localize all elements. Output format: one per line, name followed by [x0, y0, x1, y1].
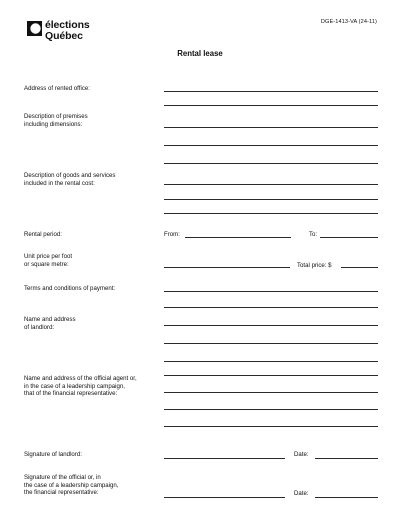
total-price-line[interactable] — [341, 267, 378, 268]
official-signature-line[interactable] — [164, 497, 285, 498]
total-price-label: Total price: $ — [297, 262, 332, 269]
unit-price-line[interactable] — [164, 267, 290, 268]
unit-price-label-line2: or square metre: — [24, 260, 69, 268]
official-date-label: Date: — [294, 490, 309, 497]
address-line-1[interactable] — [164, 91, 378, 92]
official-agent-label-line3: that of the financial representative: — [24, 390, 118, 398]
from-line[interactable] — [185, 237, 291, 238]
landlord-date-label: Date: — [294, 451, 309, 458]
official-agent-line-3[interactable] — [164, 409, 378, 410]
landlord-label — [24, 316, 169, 331]
form-code: DGE-1413-VA (24-11) — [320, 19, 377, 25]
unit-price-label-line1: Unit price per foot — [24, 253, 73, 260]
from-label: From: — [164, 231, 180, 238]
official-agent-line-1[interactable] — [164, 375, 378, 376]
terms-line-1[interactable] — [164, 291, 378, 292]
official-agent-label-line1: Name and address of the official agent or, — [24, 375, 137, 382]
terms-line-2[interactable] — [164, 307, 378, 308]
premises-line-3[interactable] — [164, 163, 378, 164]
landlord-date-line[interactable] — [315, 458, 378, 459]
goods-line-1[interactable] — [164, 184, 378, 185]
official-signature-label-line3: the financial representative: — [24, 489, 99, 497]
page-title: Rental lease — [177, 49, 223, 58]
official-date-line[interactable] — [315, 497, 378, 498]
logo-text-line1: élections — [45, 19, 90, 31]
terms-label: Terms and conditions of payment: — [24, 285, 116, 292]
landlord-signature-line[interactable] — [164, 458, 285, 459]
address-line-2[interactable] — [164, 105, 378, 106]
landlord-signature-label: Signature of landlord: — [24, 451, 82, 458]
to-label: To: — [309, 231, 318, 238]
premises-label-line1: Description of premises — [24, 113, 88, 120]
premises-line-1[interactable] — [164, 127, 378, 128]
goods-label-line1: Description of goods and services — [24, 172, 116, 179]
to-line[interactable] — [320, 237, 378, 238]
landlord-label-line1: Name and address — [24, 316, 76, 323]
goods-label — [24, 172, 169, 187]
official-signature-label-line1: Signature of the official or, in — [24, 474, 101, 481]
premises-label — [24, 113, 169, 128]
goods-line-3[interactable] — [164, 213, 378, 214]
landlord-line-1[interactable] — [164, 325, 378, 326]
official-agent-label-line2: in the case of a leadership campaign, — [24, 382, 125, 390]
premises-label-line2: including dimensions: — [24, 120, 83, 128]
unit-price-label — [24, 253, 169, 268]
rental-period-label: Rental period: — [24, 231, 62, 238]
official-signature-label-line2: the case of a leadership campaign, — [24, 481, 119, 489]
goods-label-line2: included in the rental cost: — [24, 179, 95, 187]
logo-circle-icon — [27, 21, 42, 36]
landlord-line-3[interactable] — [164, 361, 378, 362]
goods-line-2[interactable] — [164, 199, 378, 200]
landlord-line-2[interactable] — [164, 343, 378, 344]
official-signature-label — [24, 474, 169, 497]
landlord-label-line2: of landlord: — [24, 323, 55, 331]
logo-text-line2: Québec — [45, 30, 83, 42]
elections-quebec-logo — [27, 19, 117, 45]
official-agent-label — [24, 375, 174, 398]
official-agent-line-2[interactable] — [164, 392, 378, 393]
address-label: Address of rented office: — [24, 85, 90, 92]
official-agent-line-4[interactable] — [164, 426, 378, 427]
premises-line-2[interactable] — [164, 145, 378, 146]
